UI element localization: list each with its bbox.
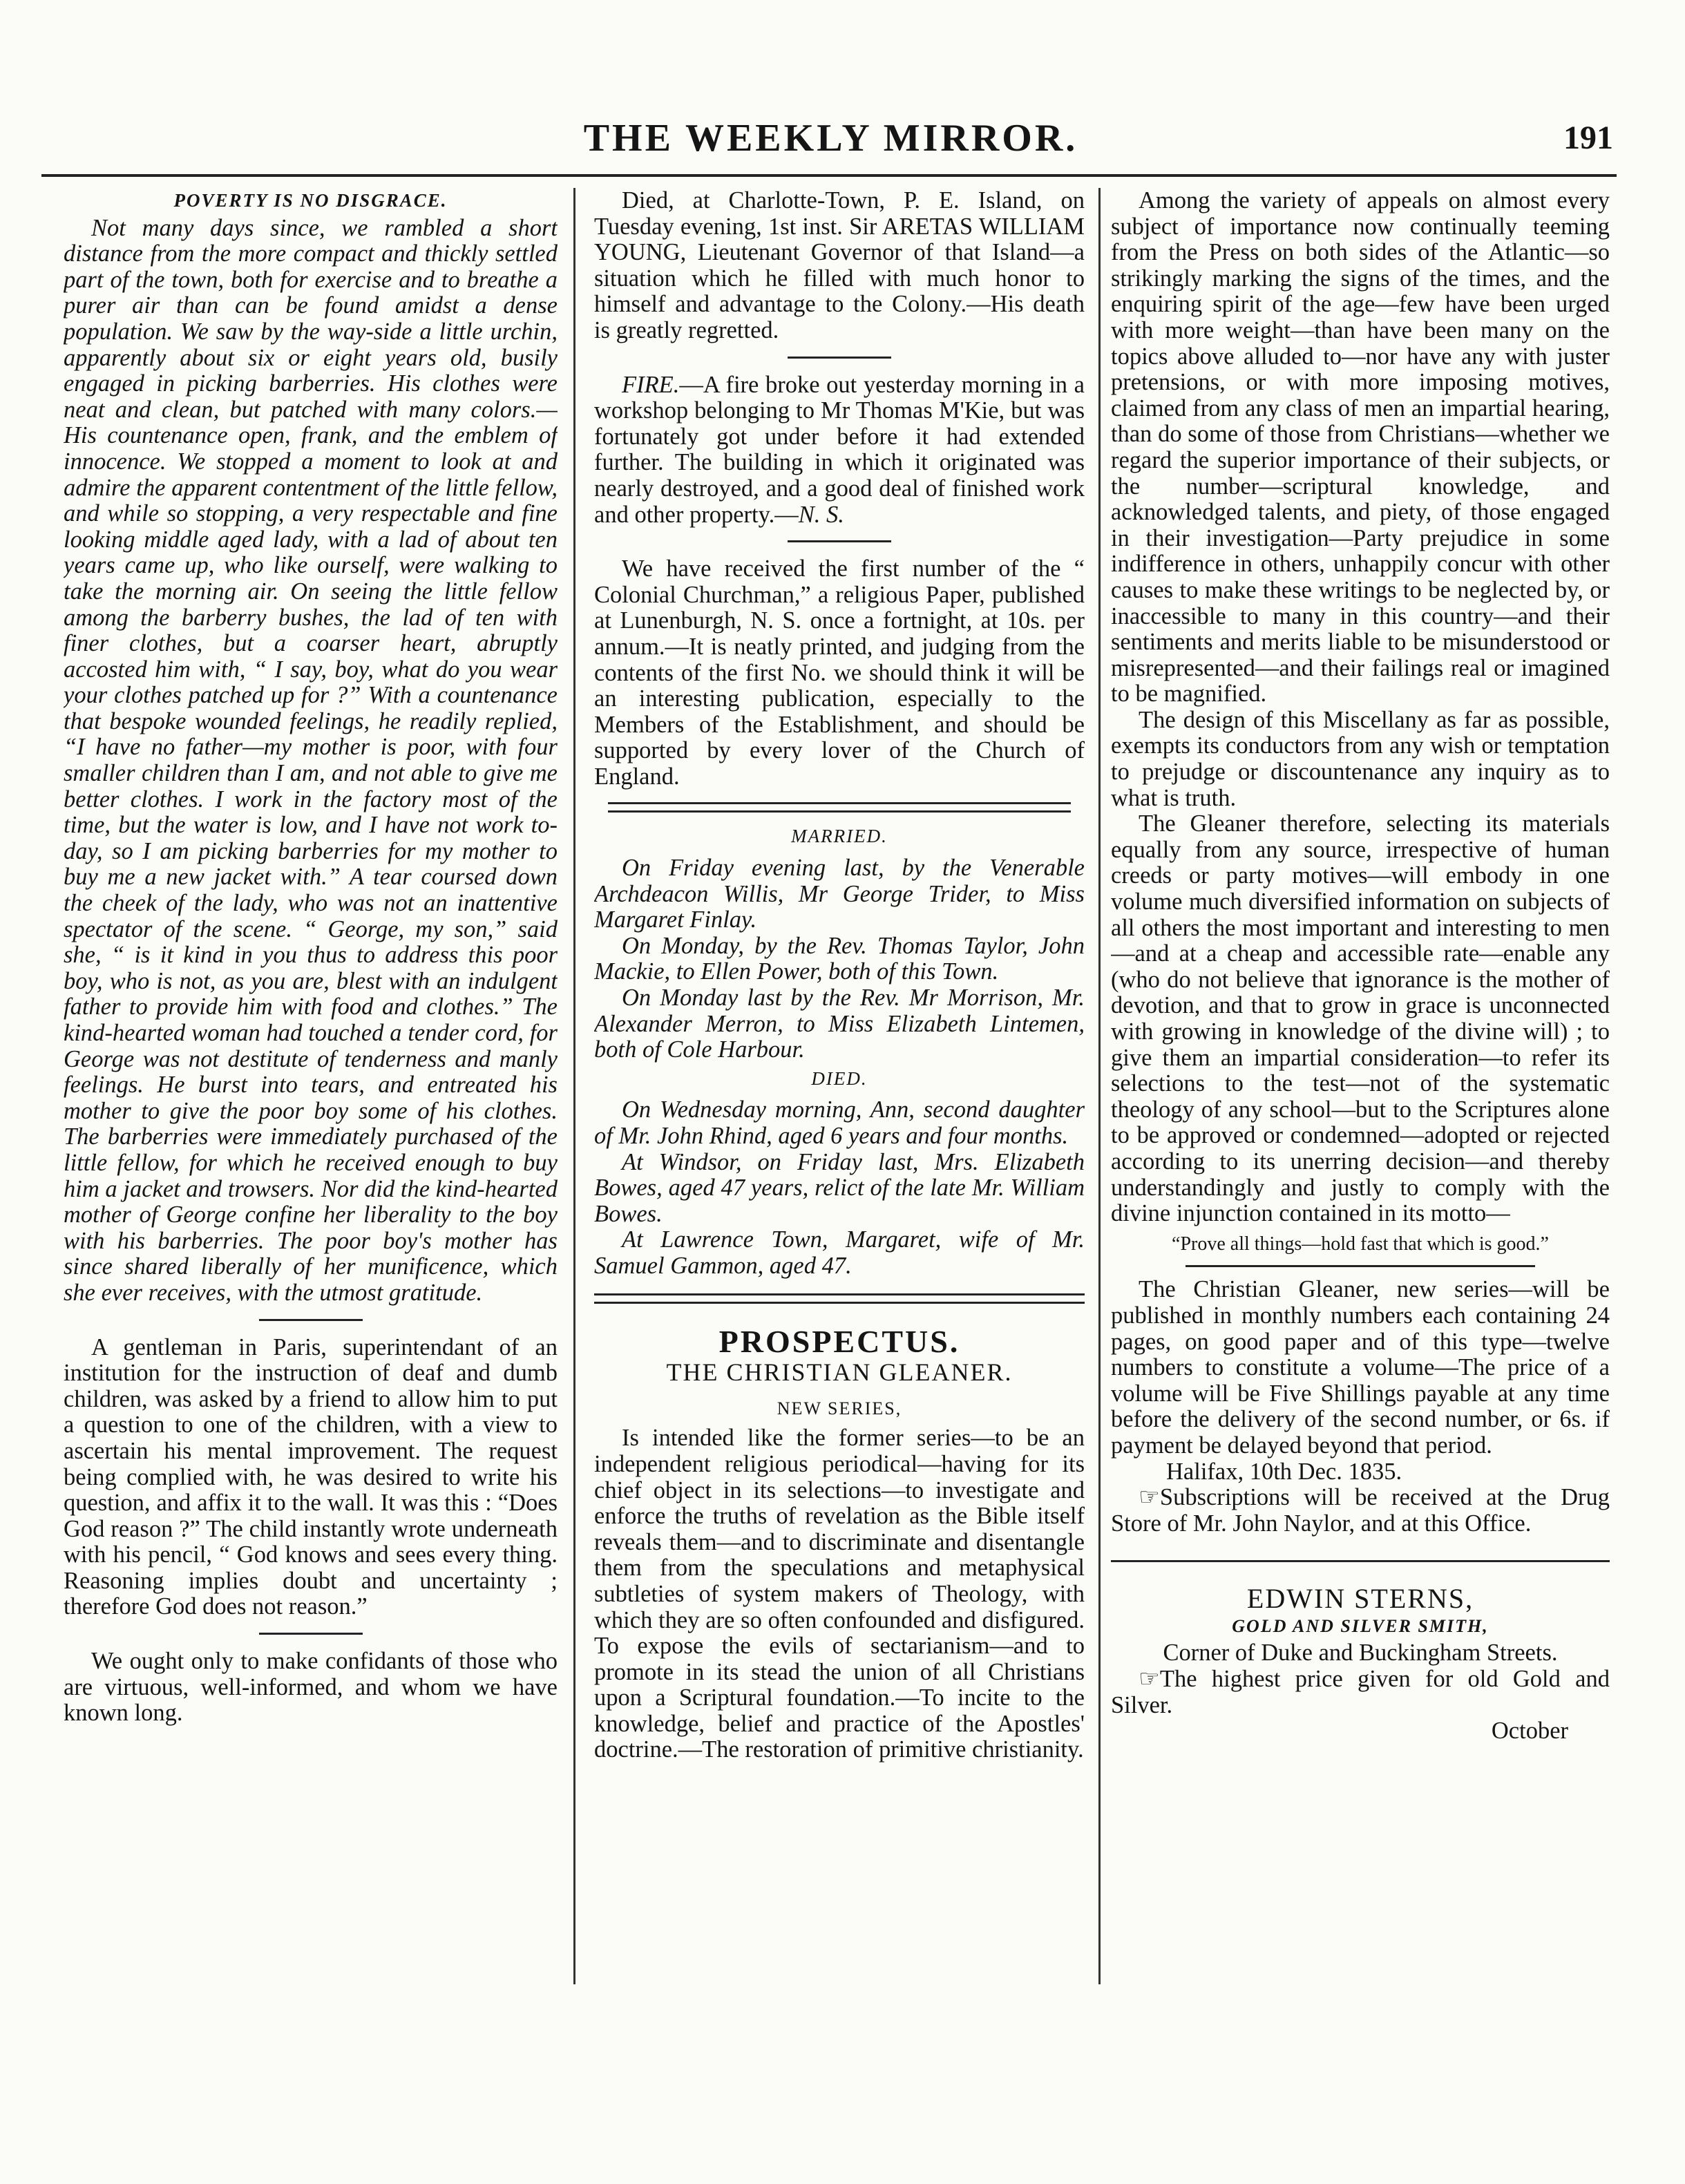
prospectus-series: NEW SERIES, [777,1398,902,1418]
separator [1186,1265,1534,1267]
advert-address: Corner of Duke and Buckingham Streets. [1163,1640,1558,1667]
separator [788,357,891,359]
separator [259,1633,363,1635]
prospectus-paragraph: The Gleaner therefore, selecting its materials equally from any source, irrespective of human creeds or party motives—will embody in one volume much diversified information on subjects of all others the most important and interesting to men—and at a cheap and accessible rate—enable any (who do not believe that ignorance is the mother of devotion, and that to grow in grace is unconnected with growing in knowledge of the divine will) ; to give them an impartial consideration—to refer its selections to the test—not of the systematic theology of any school—but to the Scriptures alone to be approved or condemned—adopted or rejected according to its unerring decision—and thereby understandingly and justly to comply with the divine injunction contained in its motto— [1111,810,1610,1227]
prospectus-title: PROSPECTUS. [718,1323,960,1359]
masthead [48,111,1613,166]
article-body-poverty: Not many days since, we rambled a short distance from the more compact and thickly settled part of the town, both for exercise and to breathe a purer air than can be found amidst a dense population. We saw by the way-side a little urchin, apparently about six or eight years old, busily engaged in picking barberries. His clothes were neat and clean, but patched with many colors.—His countenance open, frank, and the emblem of innocence. We stopped a moment to look at and admire the apparent contentment of the little fellow, and while so stopping, a very respectable and fine looking middle aged lady, with a lad of about ten years came up, who like ourself, were walking to take the morning air. On seeing the little fellow among the barberry bushes, the lad of ten with finer clothes, but a coarser heart, abruptly accosted him with, “ I say, boy, what do you wear your clothes patched up for ?” With a countenance that bespoke wounded feelings, he readily replied, “I have no father—my mother is poor, with four smaller children than I am, and not able to give me better clothes. I work in the factory most of the time, but the water is low, and I have not work to-day, so I am picking barberries for my mother to buy me a new jacket with.” A tear coursed down the cheek of the lady, who was not an inattentive spectator of the scene. “ George, my son,” said she, “ is it kind in you thus to address this poor boy, who is not, as you are, blest with an indulgent father to provide him with food and clothes.” The kind-hearted woman had touched a tender cord, for George was not destitute of tenderness and manly feelings. He burst into tears, and entreated his mother to give the poor boy some of his clothes. The barberries were immediately purchased of the little fellow, for which he received enough to buy him a jacket and trowsers. Nor did the kind-hearted mother of George confine her liberality to the boy with his barberries. The poor boy's mother has since shared liberally of her munificence, which she ever receives, with the utmost gratitude. [64,214,558,1306]
died-item: At Windsor, on Friday last, Mrs. Elizabeth Bowes, aged 47 years, relict of the late Mr. William Bowes. [594,1148,1085,1227]
prospectus-terms: The Christian Gleaner, new series—will be published in monthly numbers each containing 24 pages, on good paper and of this type—twelve numbers to constitute a volume—The price of a volume will be Five Shillings payable at any time before the delivery of the second number, or 6s. if payment be delayed beyond that period. [1111,1276,1610,1459]
advert-name: EDWIN STERNS, [1246,1583,1474,1615]
married-item: On Monday, by the Rev. Thomas Taylor, John Mackie, to Ellen Power, both of this Town. [594,932,1085,985]
fire-lead: FIRE. [622,371,680,398]
column-divider-2 [1098,188,1101,1984]
prospectus-motto: “Prove all things—hold fast that which is good.” [1172,1233,1549,1255]
prospectus-paragraph: Among the variety of appeals on almost every subject of importance now continually teeming from the Press on both sides of the Atlantic—so strikingly marking the signs of the times, and the enquiring spirit of the age—few have been urged with more weight—than have been many on the topics above alluded to—nor have any with juster pretensions, or with more imposing motives, claimed from any class of men an impartial hearing, than do some of those from Christians—whether we regard the superior importance of their subjects, or the number—scriptural knowledge, and acknowledged talents, and piety, of those engaged in their investigation—Party prejudice in some indifference in others, unhappily concur with other causes to make these writings to be neglected by, or inaccessible to many in this country—and their sentiments and merits liable to be misunderstood or misrepresented—and their failings real or imagined to be magnified. [1111,188,1610,708]
column-2 [594,188,1085,2005]
column-1 [64,188,558,2005]
death-notice: Died, at Charlotte-Town, P. E. Island, on Tuesday evening, 1st inst. Sir ARETAS WILLIAM YOUNG, Lieutenant Governor of that Island—a situation which he filled with much honor to himself and advantage to the Colony.—His death is greatly regretted. [594,188,1085,343]
separator [259,1319,363,1321]
article-body-deaf-dumb: A gentleman in Paris, superintendant of an institution for the instruction of deaf and dumb children, was asked by a friend to allow him to put a question to one of the children, with a view to ascertain his mental improvement. The request being complied with, he was desired to write his question, and affix it to the wall. It was this : “Does God reason ?” The child instantly wrote underneath with his pencil, “ God knows and sees every thing. Reasoning implies doubt and uncertainty ; therefore God does not reason.” [64,1333,558,1620]
prospectus-paragraph: The design of this Miscellany as far as possible, exempts its conductors from any wish or temptation to prejudge or discountenance any inquiry as to what is truth. [1111,706,1610,811]
fire-text: —A fire broke out yesterday morning in a workshop belonging to Mr Thomas M'Kie, but was fortunately got under before it had extended further. The building in which it originated was nearly destroyed, and a good deal of finished work and other property.— [594,371,1085,528]
advert-text: ☞The highest price given for old Gold and Silver. [1111,1666,1610,1718]
masthead-title: THE WEEKLY MIRROR. [583,117,1078,160]
died-item: On Wednesday morning, Ann, second daughter of Mr. John Rhind, aged 6 years and four months. [594,1096,1085,1149]
married-heading: MARRIED. [791,826,888,847]
prospectus-subscriptions: ☞Subscriptions will be received at the Drug Store of Mr. John Naylor, and at this Office. [1111,1484,1610,1537]
article-heading-poverty: POVERTY IS NO DISGRACE. [173,190,448,211]
churchman-notice: We have received the first number of the “ Colonial Churchman,” a religious Paper, published at Lunenburgh, N. S. once a fortnight, at 10s. per annum.—It is neatly printed, and judging from the contents of the first No. we should think it will be an interesting publication, especially to the Members of the Establishment, and should be supported by every lover of the Church of England. [594,556,1085,790]
double-rule [594,1293,1085,1304]
prospectus-dateline: Halifax, 10th Dec. 1835. [1166,1458,1402,1485]
prospectus-subtitle: THE CHRISTIAN GLEANER. [666,1358,1013,1387]
advert-month: October [1491,1718,1568,1745]
page-number: 191 [1563,120,1613,156]
masthead-rule [41,174,1617,177]
died-heading: DIED. [811,1067,868,1089]
column-divider-1 [573,188,575,1984]
article-body-confidants: We ought only to make confidants of those who are virtuous, well-informed, and whom we have known long. [64,1648,558,1727]
advert-trade: GOLD AND SILVER SMITH, [1232,1615,1489,1636]
married-item: On Friday evening last, by the Venerable Archdeacon Willis, Mr George Trider, to Miss Margaret Finlay. [594,855,1085,933]
prospectus-body: Is intended like the former series—to be an independent religious periodical—having for its chief object in its selections—to investigate and enforce the truths of revelation as the Bible itself reveals them—and to discriminate and disentangle them from the speculations and metaphysical subtleties of system makers of Theology, with which they are so often confounded and disfigured. To expose the evils of sectarianism—and to promote in its stead the union of all Christians upon a Scriptural foundation.—To incite to the knowledge, belief and practice of the Apostles' doctrine.—The restoration of primitive christianity. [594,1425,1085,1763]
married-item: On Monday last by the Rev. Mr Morrison, Mr. Alexander Merron, to Miss Elizabeth Lintemen, both of Cole Harbour. [594,985,1085,1063]
separator [788,540,891,542]
died-item: At Lawrence Town, Margaret, wife of Mr. Samuel Gammon, aged 47. [594,1226,1085,1279]
column-3 [1111,188,1610,2005]
separator [1111,1560,1610,1562]
double-rule [608,802,1071,813]
fire-signature: N. S. [798,501,844,528]
fire-notice [594,372,1085,529]
